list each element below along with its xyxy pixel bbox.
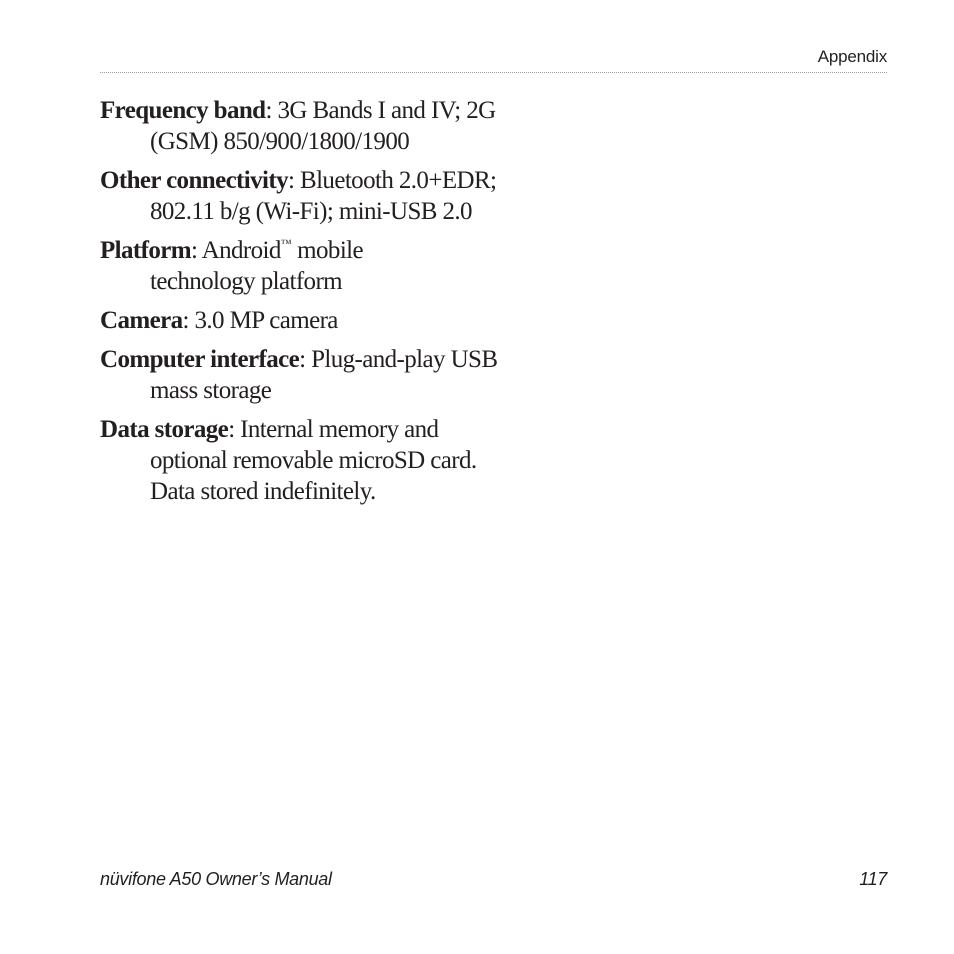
page-number: 117: [859, 869, 887, 889]
spec-value: : Android: [191, 237, 281, 264]
spec-data-storage: [100, 414, 505, 507]
spec-label: Computer interface: [100, 346, 300, 373]
spec-label: Other connectivity: [100, 167, 289, 194]
spec-computer-interface: [100, 344, 505, 406]
spec-value: : Plug-and-play USB mass storage: [150, 346, 498, 404]
spec-label: Data storage: [100, 416, 229, 443]
manual-title: nüvifone A50 Owner’s Manual: [100, 869, 332, 889]
spec-camera: [100, 305, 530, 336]
spec-label: Camera: [100, 307, 183, 334]
spec-value: : 3G Bands I and IV; 2G (GSM) 850/900/1800/1900: [150, 97, 496, 155]
spec-value: : 3.0 MP camera: [182, 307, 338, 334]
specifications-list: [100, 95, 520, 515]
section-header: Appendix: [817, 47, 887, 66]
spec-frequency-band: [100, 95, 520, 157]
spec-other-connectivity: [100, 165, 500, 227]
spec-platform: [100, 235, 450, 297]
spec-label: Platform: [100, 237, 191, 264]
spec-value: : Bluetooth 2.0+EDR; 802.11 b/g (Wi-Fi); mini-USB 2.0: [150, 167, 497, 225]
trademark-symbol: ™: [280, 238, 292, 250]
header-divider: [100, 72, 887, 73]
spec-label: Frequency band: [100, 97, 266, 124]
spec-value: : Internal memory and optional removable microSD card. Data stored indefinitely.: [150, 416, 477, 505]
spec-value-continued: mobile technology platform: [150, 237, 364, 295]
